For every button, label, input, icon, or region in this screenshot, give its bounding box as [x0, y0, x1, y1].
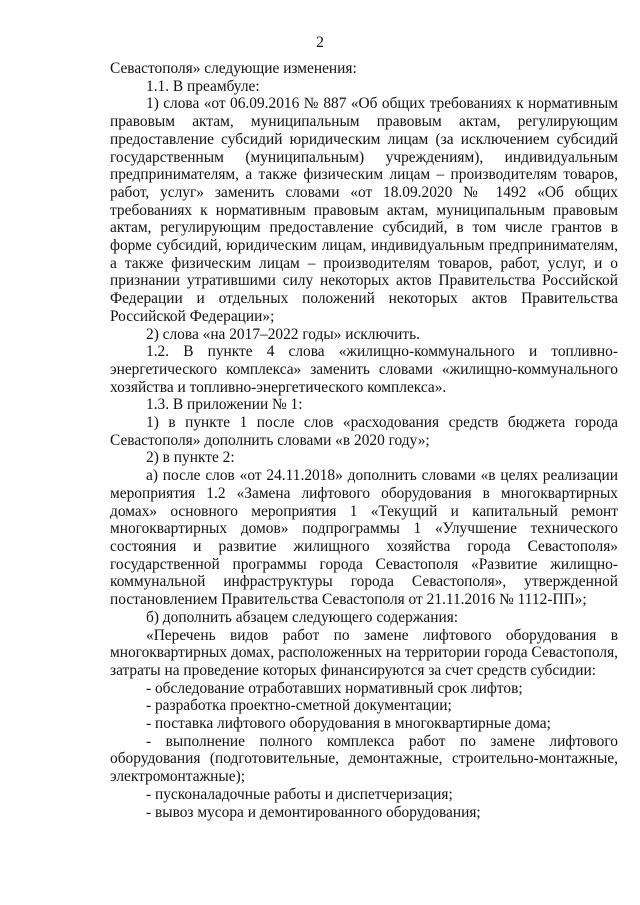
list-item: - выполнение полного комплекса работ по замене лифтового оборудования (подготовительные, демонтажные, строительно-монтажные, электромонтажные);: [110, 732, 618, 786]
paragraph-work-list-intro: «Перечень видов работ по замене лифтового оборудования в многоквартирных домах, расположенных на территории города Севастополя, затраты на проведение которых финансируются за счет средств субсидии:: [110, 626, 618, 679]
paragraph-1-3-heading: 1.3. В приложении № 1:: [146, 396, 303, 414]
list-item: - пусконаладочные работы и диспетчеризация;: [146, 785, 453, 803]
paragraph-appendix-item-1: 1) в пункте 1 после слов «расходования средств бюджета города Севастополя» дополнить словами «в 2020 году»;: [110, 414, 618, 449]
paragraph-subitem-b: б) дополнить абзацем следующего содержания:: [146, 608, 459, 626]
list-item: - обследование отработавших нормативный срок лифтов;: [146, 679, 523, 697]
list-item: - поставка лифтового оборудования в многоквартирные дома;: [146, 715, 551, 733]
paragraph-continuation: Севастополя» следующие изменения:: [110, 60, 357, 77]
document-body: [110, 60, 618, 821]
paragraph-subitem-a: а) после слов «от 24.11.2018» дополнить словами «в целях реализации мероприятия 1.2 «Замена лифтового оборудования в многоквартирных домах» основного мероприятия 1 «Текущий и капитальный ремонт многоквартирных домов» подпрограммы 1 «Улучшение технического состояния и развитие жилищного хозяйства города Севастополя» государственной программы города Севастополя «Развитие жилищно-коммунальной инфраструктуры города Севастополя», утвержденной постановлением Правительства Севастополя от 21.11.2016 № 1112-ПП»;: [110, 467, 618, 609]
paragraph-1-2: 1.2. В пункте 4 слова «жилищно-коммунального и топливно-энергетического комплекса» заменить словами «жилищно-коммунального хозяйства и топливно-энергетического комплекса».: [110, 343, 618, 396]
paragraph-1-1-heading: 1.1. В преамбуле:: [146, 77, 260, 95]
paragraph-preamble-item-1: 1) слова «от 06.09.2016 № 887 «Об общих требованиях к нормативным правовым актам, муниципальным правовым актам, регулирующим предоставление субсидий юридическим лицам (за исключением субсидий государственным (муниципальным) учреждениям), индивидуальным предпринимателям, а также физическим лицам – производителям товаров, работ, услуг» заменить словами «от 18.09.2020 № 1492 «Об общих требованиях к нормативным правовым актам, муниципальным правовым актам, регулирующим предоставление субсидий, в том числе грантов в форме субсидий, юридическим лицам, индивидуальным предпринимателям, а также физическим лицам – производителям товаров, работ, услуг, и о признании утратившими силу некоторых актов Правительства Российской Федерации и отдельных положений некоторых актов Правительства Российской Федерации»;: [110, 95, 618, 325]
paragraph-preamble-item-2: 2) слова «на 2017–2022 годы» исключить.: [146, 325, 420, 343]
page-number: 2: [316, 34, 324, 51]
list-item: - разработка проектно-сметной документации;: [146, 697, 452, 715]
paragraph-appendix-item-2: 2) в пункте 2:: [146, 449, 235, 467]
list-item: - вывоз мусора и демонтированного оборудования;: [146, 803, 481, 821]
